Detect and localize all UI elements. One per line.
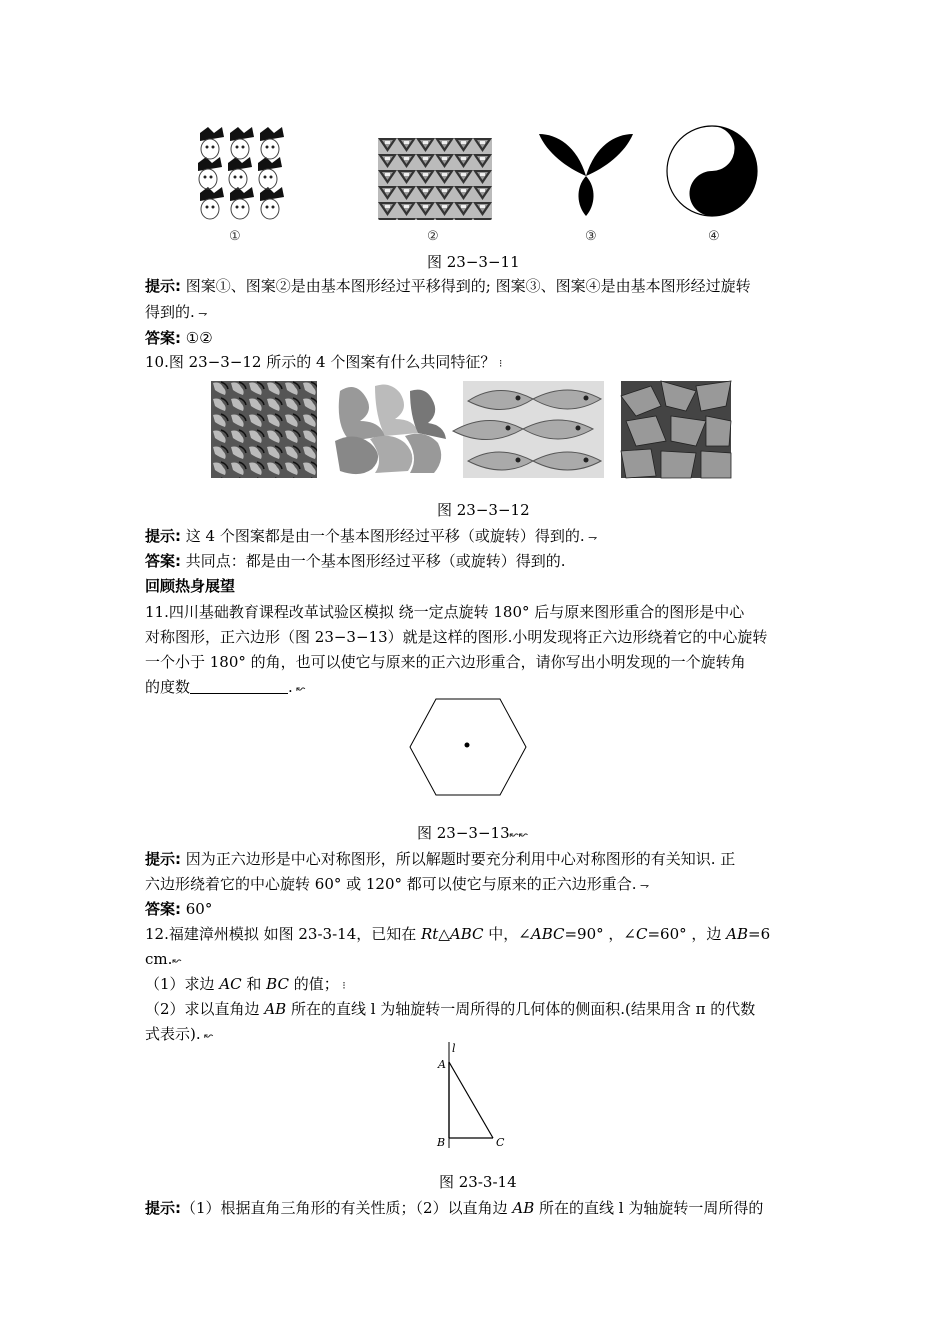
fig11-label-4: ④ (708, 229, 720, 244)
q12-sub2-a: （2）求以直角边 (145, 1000, 265, 1018)
q10-hint-label: 提示: (145, 527, 181, 545)
fig11-label-1: ① (229, 229, 241, 244)
fig12-pattern-3 (463, 381, 604, 478)
format-mark-icon: ↜ (292, 682, 306, 695)
q12-sub2-line2-text: 式表示). (145, 1025, 201, 1043)
q11-hint-text1: 因为正六边形是中心对称图形，所以解题时要充分利用中心对称图形的有关知识. 正 (181, 850, 736, 868)
fig13-caption-text: 图 23−3−13 (417, 824, 510, 842)
q12-line1-e: =60° ，边 (647, 925, 727, 943)
fig11-pattern-1 (192, 125, 287, 225)
section-title: 回顾热身展望 (145, 577, 236, 595)
q12-hint-line (145, 1198, 810, 1218)
q10-hint-line (145, 526, 810, 548)
q12-line2-text: cm. (145, 950, 173, 968)
q11-hint-label: 提示: (145, 850, 181, 868)
q12-line2 (145, 949, 810, 971)
q12-sub2 (145, 999, 810, 1019)
q12-sub2-ab: AB (264, 1000, 287, 1018)
q11-answer-text: 60° (181, 900, 213, 918)
fig14-label-b: B (437, 1136, 446, 1149)
answer-blank[interactable] (190, 679, 288, 694)
q9-answer-line (145, 328, 810, 348)
q12-hint-label: 提示: (145, 1199, 181, 1217)
fig12-pattern-4 (621, 381, 731, 478)
q11-line4-text: 的度数 (145, 678, 191, 696)
q9-hint-label: 提示: (145, 277, 181, 295)
q11-answer-label: 答案: (145, 900, 181, 918)
q11-hint-text2: 六边形绕着它的中心旋转 60° 或 120° 都可以使它与原来的正六边形重合. (145, 875, 637, 893)
fig14-label-a: A (438, 1058, 446, 1071)
q11-line3: 一个小于 180° 的角，也可以使它与原来的正六边形重合，请你写出小明发现的一个旋转角 (145, 653, 746, 671)
format-mark-icon: ⇁ (636, 879, 650, 892)
q12-abc: ABC (449, 925, 484, 943)
fig11-caption: 图 23−3−11 (427, 253, 520, 271)
fig14-caption: 图 23-3-14 (439, 1173, 517, 1191)
q12-sub1-c: 的值； (288, 975, 339, 993)
fig12-caption: 图 23−3−12 (437, 501, 530, 519)
q9-hint-line1 (145, 276, 810, 296)
fig13-hexagon (408, 698, 528, 798)
format-mark-icon: ↜ (200, 1029, 214, 1042)
q12-sub1-a: （1）求边 (145, 975, 220, 993)
q12-rt: Rt (421, 925, 439, 943)
q11-line1: 11.四川基础教育课程改革试验区模拟 绕一定点旋转 180° 后与原来图形重合的图形是中心 (145, 603, 745, 621)
q12-sub1-ac: AC (219, 975, 242, 993)
q12-ab: AB (726, 925, 749, 943)
q9-hint-line2 (145, 302, 810, 324)
q12-line1-c: 中，∠ (483, 925, 531, 943)
q11-answer-line (145, 899, 810, 919)
q12-sub1 (145, 974, 810, 996)
q11-line4: 的度数 . ↜ (145, 678, 306, 696)
fig11-label-2: ② (427, 229, 439, 244)
q9-answer-label: 答案: (145, 329, 181, 347)
fig11-pattern-2 (378, 138, 492, 220)
q9-hint-text1: 图案①、图案②是由基本图形经过平移得到的; 图案③、图案④是由基本图形经过旋转 (181, 277, 751, 295)
q12-line1 (145, 924, 810, 944)
format-mark-icon: ↜ (172, 954, 182, 967)
format-mark-icon: ⁝ (495, 357, 503, 370)
q9-answer-text: ①② (181, 329, 213, 347)
format-mark-icon: ⁝ (338, 979, 346, 992)
q10-answer-text: 共同点：都是由一个基本图形经过平移（或旋转）得到的. (181, 552, 566, 570)
fig11-label-3: ③ (585, 229, 597, 244)
q10-question (145, 352, 810, 374)
q10-question-text: 10.图 23−3−12 所示的 4 个图案有什么共同特征？ (145, 353, 496, 371)
q12-sub1-b: 和 (241, 975, 267, 993)
fig13-caption (417, 823, 528, 845)
q10-hint-text: 这 4 个图案都是由一个基本图形经过平移（或旋转）得到的. (181, 527, 585, 545)
format-mark-icon: ⇁ (194, 307, 208, 320)
format-mark-icon: ⇁ (584, 531, 598, 544)
q12-sub1-bc: BC (266, 975, 289, 993)
q12-sub2-b: 所在的直线 l 为轴旋转一周所得的几何体的侧面积.(结果用含 π 的代数 (286, 1000, 756, 1018)
fig11-pattern-3 (537, 128, 635, 218)
q11-hint-line2 (145, 874, 810, 896)
fig14-label-l: l (452, 1042, 456, 1055)
q12-triangle: △ (438, 925, 450, 943)
q11-line2: 对称图形，正六边形（图 23−3−13）就是这样的图形.小明发现将正六边形绕着它的中心旋转 (145, 628, 768, 646)
fig11-pattern-4 (665, 124, 759, 218)
q12-abc2: ABC (530, 925, 565, 943)
fig14-label-c: C (496, 1136, 505, 1149)
format-mark-icon: ↜↜ (509, 828, 529, 841)
q10-answer-line (145, 551, 810, 571)
q12-line1-d: =90° ，∠ (564, 925, 636, 943)
q12-line1-f: =6 (748, 925, 771, 943)
fig14-triangle-diagram (435, 1040, 515, 1152)
fig12-pattern-1 (211, 381, 317, 478)
q12-hint-a: （1）根据直角三角形的有关性质；（2）以直角边 (181, 1199, 513, 1217)
fig12-pattern-2 (330, 381, 448, 478)
q12-hint-ab: AB (512, 1199, 535, 1217)
q10-answer-label: 答案: (145, 552, 181, 570)
q11-hint-line1 (145, 849, 810, 869)
q12-hint-b: 所在的直线 l 为轴旋转一周所得的 (534, 1199, 764, 1217)
q9-hint-text2: 得到的. (145, 303, 195, 321)
q12-c: C (635, 925, 648, 943)
q12-line1-a: 12.福建漳州模拟 如图 23-3-14，已知在 (145, 925, 422, 943)
